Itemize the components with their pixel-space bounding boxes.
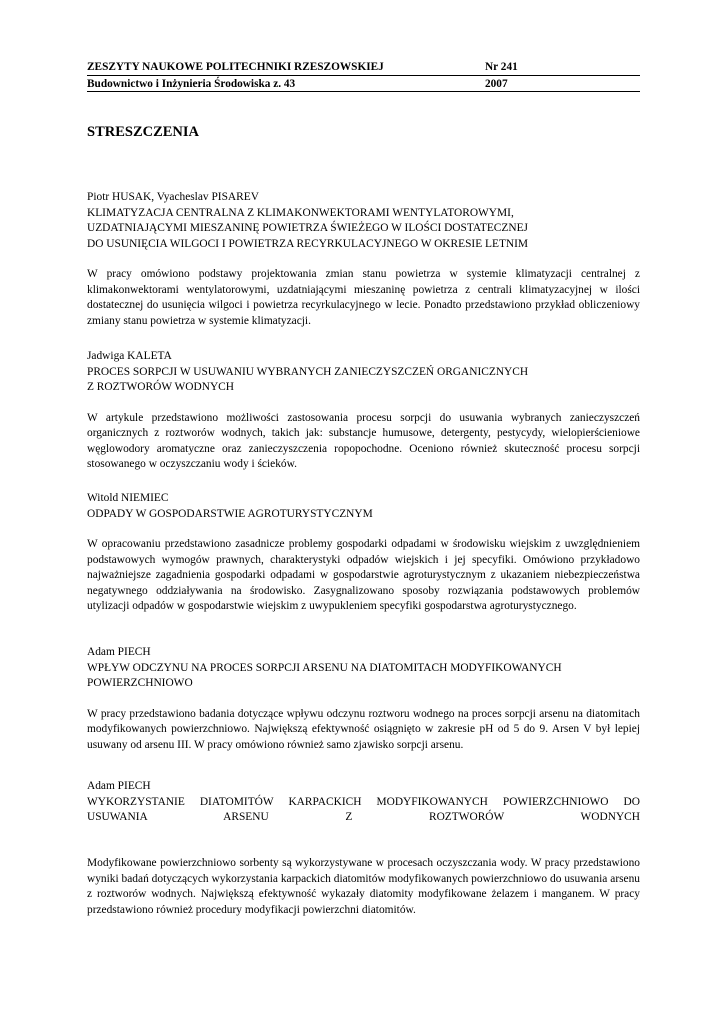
header-rule-bottom bbox=[87, 91, 640, 92]
section-title: STRESZCZENIA bbox=[87, 124, 200, 140]
abstract-entry bbox=[87, 779, 640, 918]
entry-title-line: WYKORZYSTANIE DIATOMITÓW KARPACKICH MODYFIKOWANYCH POWIERZCHNIOWO DO bbox=[87, 795, 640, 808]
abstract-entry bbox=[87, 645, 640, 753]
issue-year: 2007 bbox=[485, 78, 508, 90]
abstract-entry bbox=[87, 190, 640, 329]
header-rule-top bbox=[87, 75, 640, 76]
entry-title-line: USUWANIA ARSENU Z ROZTWORÓW WODNYCH bbox=[87, 811, 640, 823]
entry-abstract: W pracy omówiono podstawy projektowania zmian stanu powietrza w systemie klimatyzacji centralnej z klimakonwektorami wentylatorowymi, uzdatniającymi mieszaninę powietrza z centrali klimatyzacyjnej w ilości dostatecznej do usunięcia wilgoci i powietrza recyrkulacyjnego w lecie. Ponadto przedstawiono przykład obliczeniowy zmiany stanu powietrza w systemie klimatyzacji. bbox=[87, 268, 640, 327]
series-name: Budownictwo i Inżynieria Środowiska z. 43 bbox=[87, 78, 296, 90]
entry-abstract: W opracowaniu przedstawiono zasadnicze problemy gospodarki odpadami w środowisku wiejskim z uwzględnieniem podstawowych wymogów prawnych, charakterystyki odpadów wiejskich i jej specyfiki. Omówiono przykładowo najważniejsze zagadnienia gospodarki odpadami w gospodarstwie agroturystycznym z ukazaniem niebezpieczeństwa negatywnego oddziaływania na środowisko. Zasygnalizowano sposoby rozwiązania podstawowych problemów utylizacji odpadów w gospodarstwie wiejskim z uwypukleniem specyfiki gospodarstwa agroturystycznego. bbox=[87, 538, 640, 612]
entry-title-line: PROCES SORPCJI W USUWANIU WYBRANYCH ZANIECZYSZCZEŃ ORGANICZNYCH bbox=[87, 365, 529, 378]
entry-title-line: DO USUNIĘCIA WILGOCI I POWIETRZA RECYRKULACYJNEGO W OKRESIE LETNIM bbox=[87, 237, 529, 250]
entry-title-line: POWIERZCHNIOWO bbox=[87, 677, 193, 689]
series-header bbox=[87, 78, 640, 91]
entry-abstract: Modyfikowane powierzchniowo sorbenty są wykorzystywane w procesach oczyszczania wody. W pracy przedstawiono wyniki badań dotyczących wykorzystania karpackich diatomitów modyfikowanych powierzchniowo do usuwania arsenu z roztworów wodnych. Największą efektywność wykazały diatomity modyfikowane żelazem i manganem. W pracy przedstawiono również procedury modyfikacji powierzchni diatomitów. bbox=[87, 857, 640, 916]
entry-title-line: UZDATNIAJĄCYMI MIESZANINĘ POWIETRZA ŚWIEŻEGO W ILOŚCI DOSTATECZNEJ bbox=[87, 222, 528, 234]
entry-abstract: W artykule przedstawiono możliwości zastosowania procesu sorpcji do usuwania wybranych zanieczyszczeń organicznych z roztworów wodnych, takich jak: substancje humusowe, detergenty, pestycydy, wielopierścieniowe węglowodory aromatyczne oraz zanieczyszczenia ropopochodne. Oceniono również skuteczność procesu sorpcji stosowanego w oczyszczaniu wody i ścieków. bbox=[87, 411, 640, 470]
entry-author: Jadwiga KALETA bbox=[87, 350, 172, 362]
entry-title-line: KLIMATYZACJA CENTRALNA Z KLIMAKONWEKTORAMI WENTYLATOROWYMI, bbox=[87, 206, 514, 219]
entry-title-line: Z ROZTWORÓW WODNYCH bbox=[87, 381, 235, 393]
entry-author: Adam PIECH bbox=[87, 780, 151, 792]
entry-abstract: W pracy przedstawiono badania dotyczące wpływu odczynu roztworu wodnego na proces sorpcji arsenu na diatomitach modyfikowanych powierzchniowo. Największą efektywność osiągnięto w zakresie pH od 5 do 9. Arsen V był lepiej usuwany od arsenu III. W pracy omówiono również samo zjawisko sorpcji arsenu. bbox=[87, 707, 640, 751]
journal-name: ZESZYTY NAUKOWE POLITECHNIKI RZESZOWSKIEJ bbox=[87, 61, 384, 73]
abstract-entry bbox=[87, 349, 640, 473]
journal-header bbox=[87, 61, 640, 74]
abstract-entry bbox=[87, 491, 640, 615]
entry-title-line: ODPADY W GOSPODARSTWIE AGROTURYSTYCZNYM bbox=[87, 507, 373, 520]
entry-author: Witold NIEMIEC bbox=[87, 492, 169, 504]
entry-author: Piotr HUSAK, Vyacheslav PISAREV bbox=[87, 191, 259, 203]
entry-author: Adam PIECH bbox=[87, 646, 151, 658]
issue-number: Nr 241 bbox=[485, 61, 518, 73]
entry-title-line: WPŁYW ODCZYNU NA PROCES SORPCJI ARSENU NA DIATOMITACH MODYFIKOWANYCH bbox=[87, 661, 562, 674]
